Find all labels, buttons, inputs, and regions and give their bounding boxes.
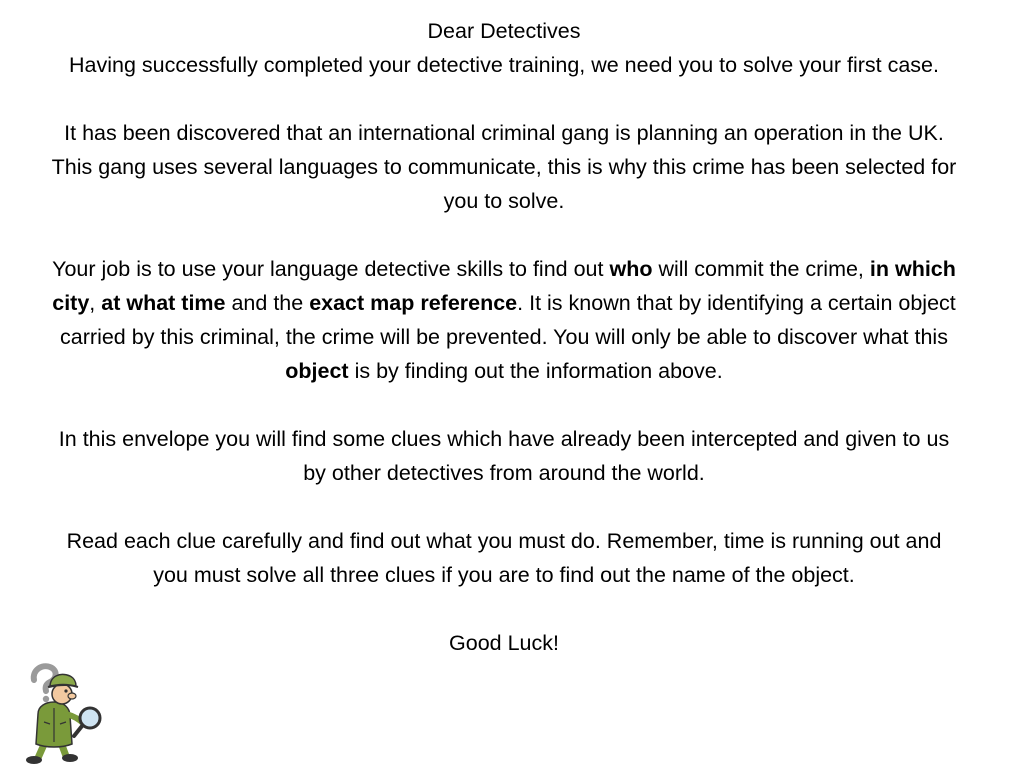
paragraph-gap (48, 82, 960, 116)
letter-body (48, 14, 960, 660)
detective-with-magnifying-glass-icon (16, 658, 110, 766)
job-text: . It is known that by identifying a certain object carried by this criminal, the crime will be prevented. You will only be able to discover what this (60, 291, 956, 349)
job-paragraph (48, 252, 960, 388)
gang-paragraph: It has been discovered that an international criminal gang is planning an operation in the UK. This gang uses several languages to communicate, this is why this crime has been selected for you to solve. (51, 121, 957, 213)
salutation: Dear Detectives (427, 19, 581, 43)
map-reference-emphasis: exact map reference (309, 291, 518, 315)
paragraph-gap (48, 218, 960, 252)
city-emphasis: in which city (52, 257, 956, 315)
job-text: will commit the crime, (652, 257, 870, 281)
job-text: , (89, 291, 102, 315)
envelope-paragraph: In this envelope you will find some clues which have already been intercepted and given to us by other detectives from around the world. (58, 427, 950, 485)
who-emphasis: who (609, 257, 653, 281)
job-text: and the (225, 291, 310, 315)
job-text: Your job is to use your language detective skills to find out (52, 257, 610, 281)
paragraph-gap (48, 490, 960, 524)
instructions-paragraph: Read each clue carefully and find out what you must do. Remember, time is running out and you must solve all three clues if you are to find out the name of the object. (66, 529, 942, 587)
job-text: is by finding out the information above. (348, 359, 723, 383)
closing: Good Luck! (449, 631, 559, 655)
intro-paragraph: Having successfully completed your detective training, we need you to solve your first case. (69, 53, 939, 77)
paragraph-gap (48, 592, 960, 626)
object-emphasis: object (285, 359, 349, 383)
paragraph-gap (48, 388, 960, 422)
time-emphasis: at what time (101, 291, 226, 315)
